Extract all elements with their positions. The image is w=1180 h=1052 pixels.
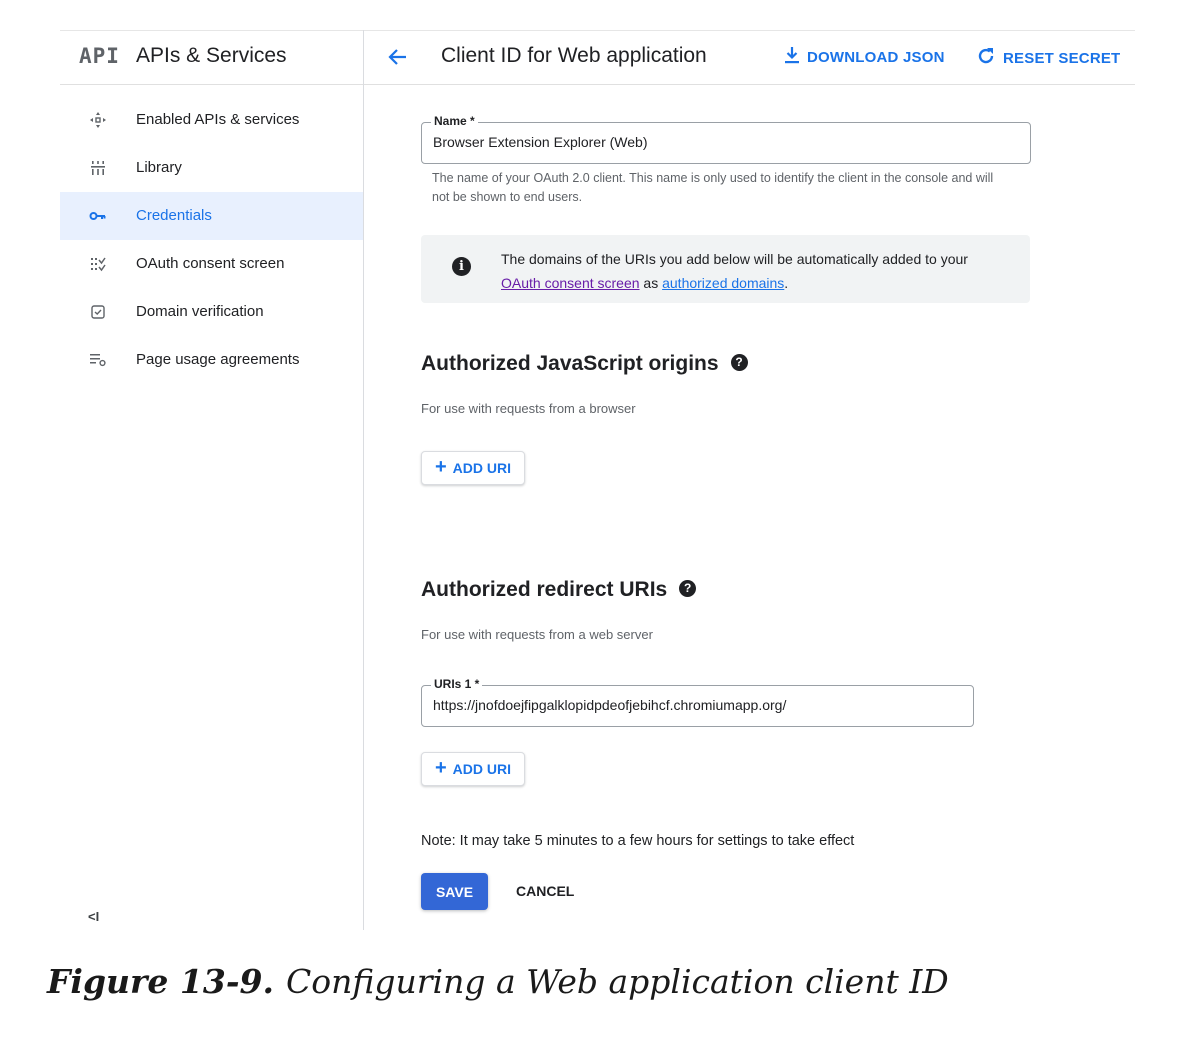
save-button[interactable]: SAVE [421,873,488,910]
download-json-button[interactable] [784,46,945,68]
sidebar-item-library[interactable] [60,144,363,192]
sidebar-item-enabled-apis[interactable] [60,96,363,144]
domain-verification-icon [88,302,108,322]
sidebar-item-label: OAuth consent screen [136,255,285,272]
redirect-uri-label: URIs 1 * [431,677,482,691]
library-icon [88,158,108,178]
sidebar-item-label: Library [136,159,182,176]
redirect-uris-title-text: Authorized redirect URIs [421,578,668,601]
collapse-sidebar-icon[interactable]: <I [88,909,100,924]
redirect-uris-title [421,578,696,602]
redirect-uri-field[interactable] [421,677,974,727]
add-uri-label: ADD URI [452,761,512,777]
sidebar-item-page-usage[interactable] [60,336,363,384]
name-input[interactable]: Browser Extension Explorer (Web) [433,134,648,150]
add-js-origin-button[interactable] [421,451,525,485]
plus-icon: + [434,456,447,478]
sidebar [60,30,364,930]
help-icon[interactable]: ? [679,580,696,597]
oauth-consent-screen-link[interactable]: OAuth consent screen [501,275,640,291]
page-title: Client ID for Web application [441,44,707,67]
figure-caption-text: Configuring a Web application client ID [285,962,949,1001]
info-text-part: as [639,275,663,291]
cancel-button[interactable]: CANCEL [516,883,575,899]
enabled-apis-icon [88,110,108,130]
sidebar-item-credentials[interactable] [60,192,363,240]
add-redirect-uri-button[interactable] [421,752,525,786]
redirect-uris-desc: For use with requests from a web server [421,627,653,642]
page-usage-icon [88,350,108,370]
reset-secret-label: RESET SECRET [1003,49,1121,67]
download-icon [784,46,800,68]
js-origins-desc: For use with requests from a browser [421,401,636,416]
sidebar-item-domain-verification[interactable] [60,288,363,336]
main-content [364,30,1135,930]
console-app [60,30,1135,930]
info-icon: i [452,257,471,276]
page-header [364,30,1135,85]
plus-icon: + [434,757,447,779]
back-arrow-icon[interactable] [386,45,410,69]
info-text-part: . [784,275,789,291]
key-icon [88,206,108,226]
figure-number: Figure 13-9. [47,962,274,1001]
help-icon[interactable]: ? [731,354,748,371]
product-title: APIs & Services [136,44,287,67]
sidebar-brand [60,30,363,85]
api-logo: API [79,44,120,68]
sidebar-nav [60,96,363,384]
info-banner [421,235,1030,303]
js-origins-title-text: Authorized JavaScript origins [421,352,719,375]
name-field[interactable] [421,114,1031,164]
name-field-label: Name * [431,114,478,128]
js-origins-title [421,352,748,376]
authorized-domains-link[interactable]: authorized domains [662,275,785,291]
name-helper-text: The name of your OAuth 2.0 client. This name is only used to identify the client in the console and will not be shown to end users. [432,171,994,204]
reset-secret-button[interactable] [976,46,1120,70]
sidebar-item-label: Domain verification [136,303,264,320]
info-text-part: The domains of the URIs you add below will be automatically added to your [501,251,968,267]
sidebar-item-oauth-consent[interactable] [60,240,363,288]
add-uri-label: ADD URI [452,460,512,476]
settings-note: Note: It may take 5 minutes to a few hours for settings to take effect [421,833,855,849]
consent-screen-icon [88,254,108,274]
redirect-uri-input[interactable]: https://jnofdoejfipgalklopidpdeofjebihcf.chromiumapp.org/ [433,697,787,713]
info-text [501,247,1011,295]
sidebar-item-label: Page usage agreements [136,351,300,368]
refresh-icon [976,46,996,70]
sidebar-item-label: Enabled APIs & services [136,111,300,128]
download-json-label: DOWNLOAD JSON [807,48,945,66]
sidebar-item-label: Credentials [136,207,212,224]
figure-caption [47,962,949,1001]
